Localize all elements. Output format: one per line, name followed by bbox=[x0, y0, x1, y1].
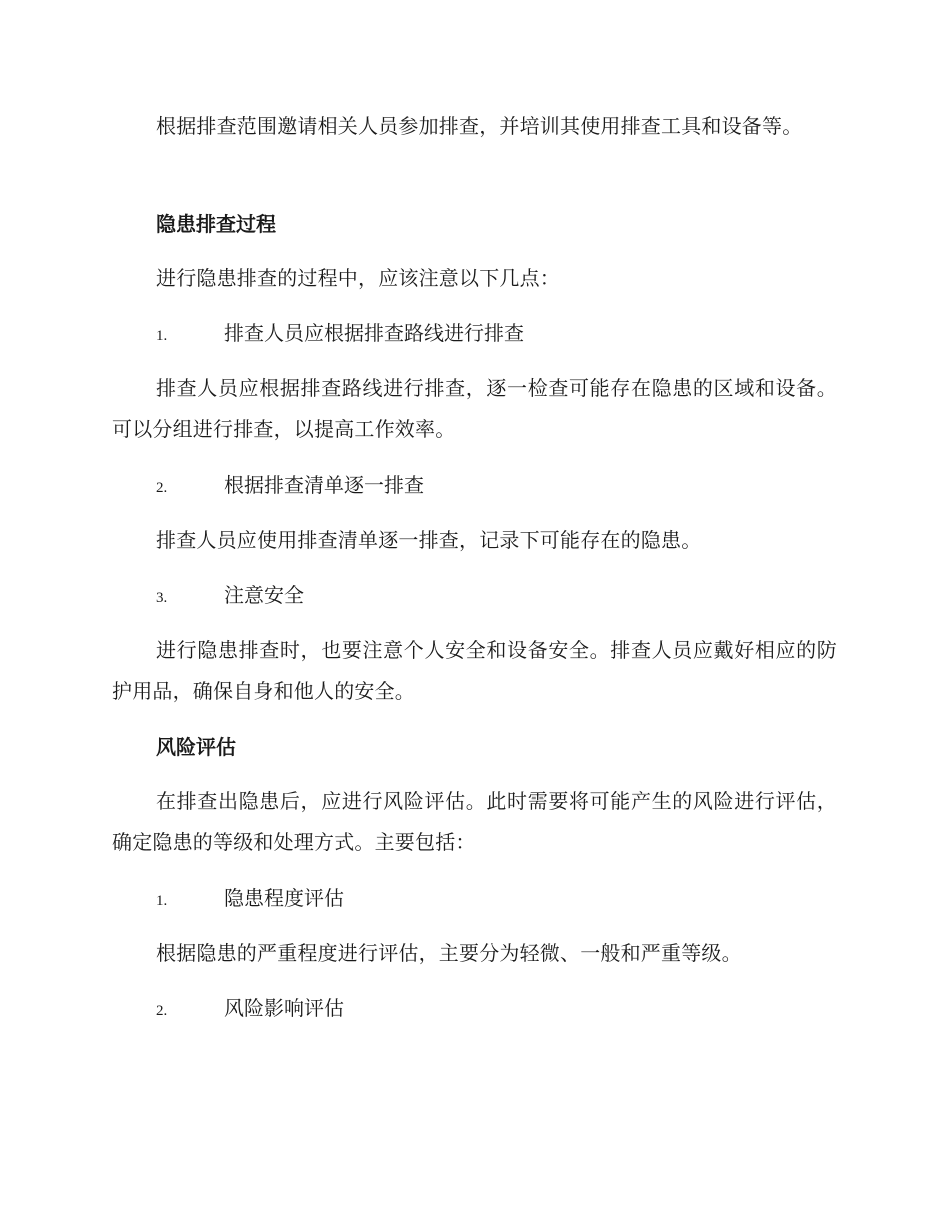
list-item-text: 隐患程度评估 bbox=[224, 886, 344, 910]
list-item-text: 注意安全 bbox=[224, 583, 304, 607]
list-item-2 bbox=[156, 465, 836, 509]
list-number: 2. bbox=[156, 480, 168, 496]
paragraph-severity-levels: 根据隐患的严重程度进行评估，主要分为轻微、一般和严重等级。 bbox=[156, 941, 742, 965]
list-item-1 bbox=[156, 313, 836, 357]
list-item-text: 排查人员应根据排查路线进行排查 bbox=[224, 321, 524, 345]
paragraph-safety: 进行隐患排查时，也要注意个人安全和设备安全。排查人员应戴好相应的防护用品，确保自身和他人的安全。 bbox=[112, 638, 837, 703]
list-item-5 bbox=[156, 988, 836, 1032]
list-item-4 bbox=[156, 878, 836, 922]
section-heading-inspection-process: 隐患排查过程 bbox=[156, 212, 276, 236]
list-number: 2. bbox=[156, 1003, 168, 1019]
paragraph-invite-personnel: 根据排查范围邀请相关人员参加排查，并培训其使用排查工具和设备等。 bbox=[156, 114, 803, 138]
list-number: 1. bbox=[156, 328, 168, 344]
list-number: 3. bbox=[156, 590, 168, 606]
paragraph-risk-assessment-intro: 在排查出隐患后，应进行风险评估。此时需要将可能产生的风险进行评估，确定隐患的等级和处理方式。主要包括： bbox=[112, 789, 837, 854]
paragraph-route-inspection: 排查人员应根据排查路线进行排查，逐一检查可能存在隐患的区域和设备。可以分组进行排查，以提高工作效率。 bbox=[112, 376, 837, 441]
section-heading-risk-assessment: 风险评估 bbox=[156, 735, 236, 759]
list-item-3 bbox=[156, 575, 836, 619]
paragraph-checklist-inspection: 排查人员应使用排查清单逐一排查，记录下可能存在的隐患。 bbox=[156, 528, 702, 552]
list-number: 1. bbox=[156, 893, 168, 909]
list-item-text: 根据排查清单逐一排查 bbox=[224, 473, 424, 497]
paragraph-inspection-notes-intro: 进行隐患排查的过程中，应该注意以下几点： bbox=[156, 266, 560, 290]
list-item-text: 风险影响评估 bbox=[224, 996, 344, 1020]
